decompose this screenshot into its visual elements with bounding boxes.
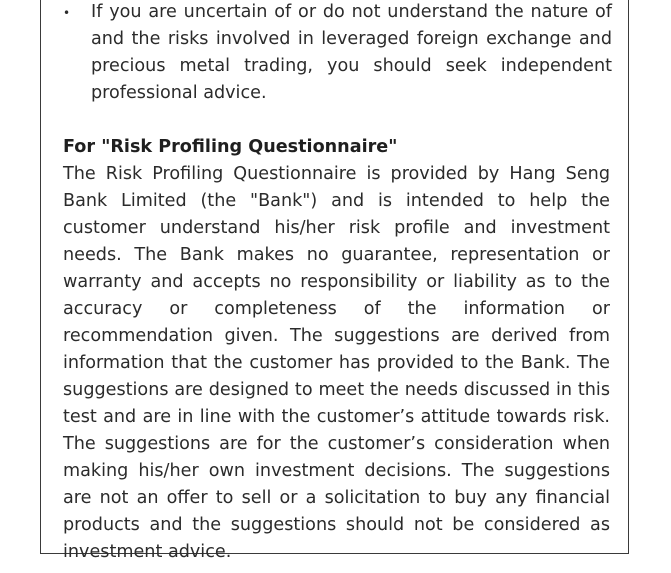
disclaimer-panel [40,0,629,562]
bullet-text: If you are uncertain of or do not understand the nature of and the risks involved in leveraged foreign exchange and precious metal trading, you should seek independent professional advice. [91,2,612,103]
section-body: The Risk Profiling Questionnaire is provided by Hang Seng Bank Limited (the "Bank") and is intended to help the customer understand his/her risk profile and investment needs. The Bank makes no guarantee, representation or warranty and accepts no responsibility or liability as to the accuracy or completeness of the information or recommendation given. The suggestions are derived from information that the customer has provided to the Bank. The suggestions are designed to meet the needs discussed in this test and are in line with the customer’s attitude towards risk. The suggestions are for the customer’s consideration when making his/her own investment decisions. The suggestions are not an offer to sell or a solicitation to buy any financial products and the suggestions should not be considered as investment advice. [63,164,610,562]
bullet-marker: • [63,6,71,20]
section-heading: For "Risk Profiling Questionnaire" [63,137,398,157]
bullet-item [63,0,612,107]
